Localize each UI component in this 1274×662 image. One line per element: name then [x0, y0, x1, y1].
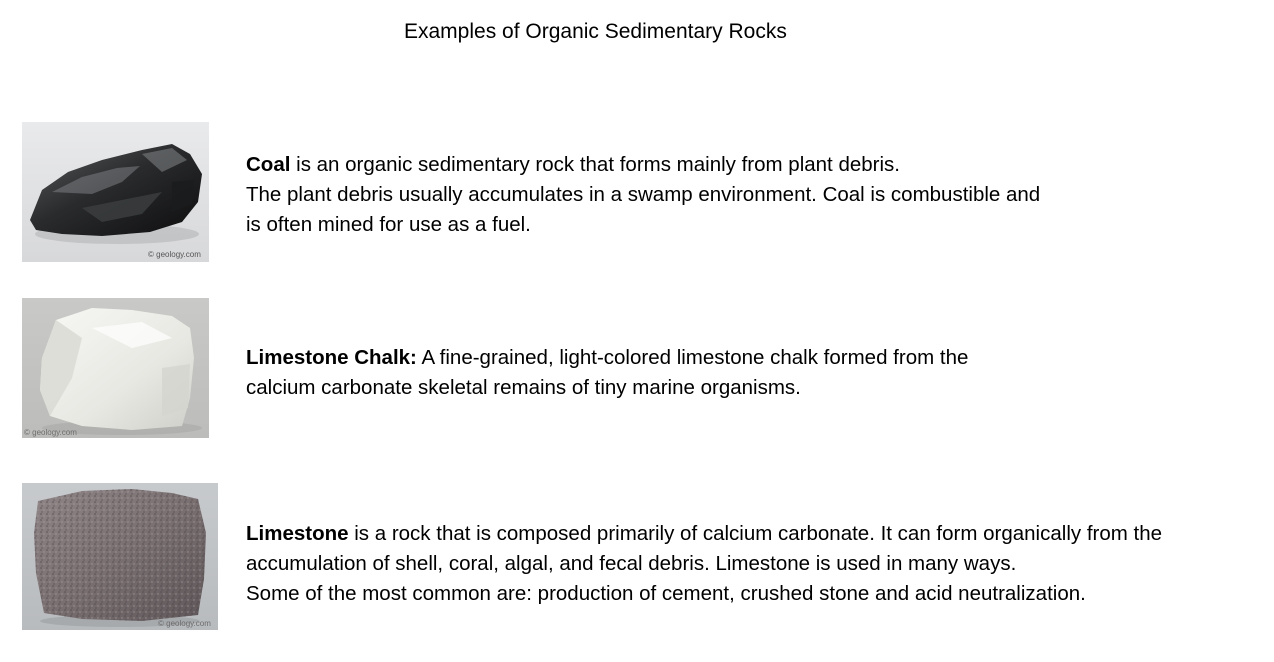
chalk-photo-credit: © geology.com: [24, 428, 77, 437]
limestone-photo-credit: © geology.com: [158, 619, 211, 628]
coal-description-line: is often mined for use as a fuel.: [246, 213, 531, 236]
chalk-description-line: calcium carbonate skeletal remains of tiny marine organisms.: [246, 376, 801, 399]
coal-description-line: The plant debris usually accumulates in a swamp environment. Coal is combustible and: [246, 183, 1041, 206]
chalk-description-line: Limestone Chalk: A fine-grained, light-colored limestone chalk formed from the: [246, 346, 969, 369]
limestone-description-line: accumulation of shell, coral, algal, and fecal debris. Limestone is used in many ways.: [246, 552, 1017, 575]
chalk-photo: [22, 298, 209, 438]
coal-photo-credit: © geology.com: [148, 250, 201, 259]
limestone-description-line: Limestone is a rock that is composed primarily of calcium carbonate. It can form organically from the: [246, 522, 1163, 545]
coal-description: [246, 150, 1040, 240]
chalk-description: [246, 343, 968, 403]
page-title: Examples of Organic Sedimentary Rocks: [404, 20, 787, 43]
limestone-photo: [22, 483, 218, 630]
coal-description-line: Coal is an organic sedimentary rock that forms mainly from plant debris.: [246, 153, 900, 176]
coal-photo: [22, 122, 209, 262]
limestone-description-line: Some of the most common are: production of cement, crushed stone and acid neutralization.: [246, 582, 1086, 605]
limestone-description: [246, 519, 1162, 609]
